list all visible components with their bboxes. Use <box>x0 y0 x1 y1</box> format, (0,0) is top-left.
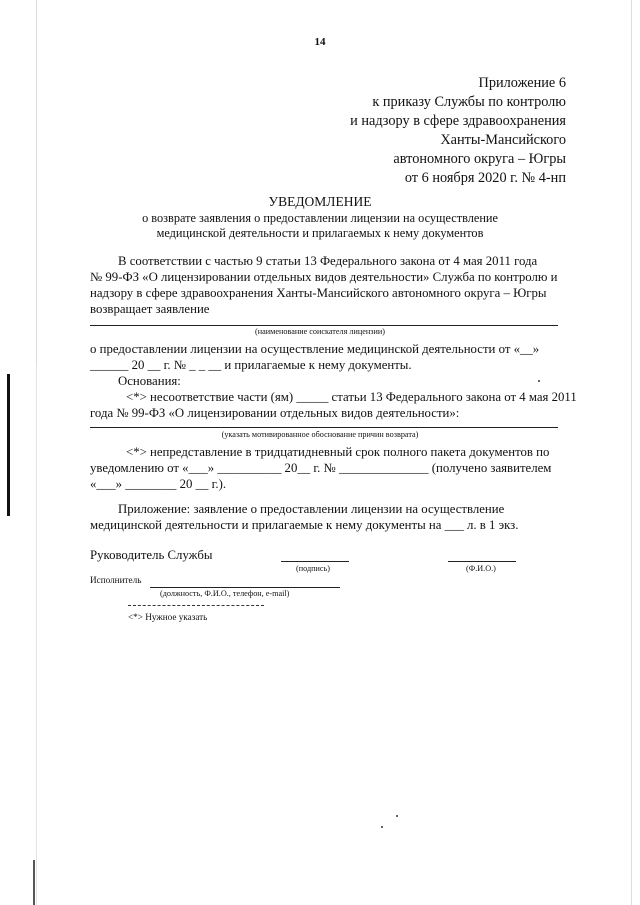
applicant-caption: (наименование соискателя лицензии) <box>255 327 385 336</box>
intro-text: надзору в сфере здравоохранения Ханты-Мансийского автономного округа – Югры <box>90 286 547 300</box>
appendix-line: к приказу Службы по контролю <box>372 94 566 110</box>
name-caption: (Ф.И.О.) <box>466 564 496 573</box>
footnote-separator <box>128 605 264 606</box>
appendix-line: от 6 ноября 2020 г. № 4-нп <box>404 170 566 186</box>
grounds-item: <*> непредставление в тридцатидневный срок полного пакета документов по <box>126 445 550 459</box>
grounds-item: «___» ________ 20 __ г.). <box>90 477 227 491</box>
intro-text: возвращает заявление <box>90 302 210 316</box>
attachment-text: Приложение: заявление о предоставлении лицензии на осуществление <box>118 502 505 516</box>
attachment-text: медицинской деятельности и прилагаемые к нему документы на ___ л. в 1 экз. <box>90 518 519 532</box>
grounds-item: уведомлению от «___» __________ 20__ г. № ______________ (получено заявителем <box>90 461 552 475</box>
executor-caption: (должность, Ф.И.О., телефон, e-mail) <box>160 589 290 598</box>
appendix-line: Ханты-Мансийского <box>440 132 566 148</box>
executor-line <box>150 587 340 588</box>
appendix-line: автономного округа – Югры <box>393 151 566 167</box>
appendix-line: и надзору в сфере здравоохранения <box>350 113 566 129</box>
grounds-item: года № 99-ФЗ «О лицензировании отдельных видов деятельности»: <box>90 406 460 420</box>
head-label: Руководитель Службы <box>90 548 213 562</box>
provision-text: о предоставлении лицензии на осуществление медицинской деятельности от «__» <box>90 342 540 356</box>
document-subtitle: медицинской деятельности и прилагаемых к нему документов <box>156 226 484 240</box>
provision-text: ______ 20 __ г. № _ _ __ и прилагаемые к нему документы. <box>90 358 412 372</box>
applicant-field-line <box>90 325 558 326</box>
page-number: 14 <box>314 36 326 48</box>
grounds-label: Основания: <box>118 374 181 388</box>
scan-edge-left <box>36 0 37 905</box>
scan-speck <box>381 826 383 828</box>
signature-caption: (подпись) <box>296 564 330 573</box>
reason-caption: (указать мотивированное обоснование причин возврата) <box>221 430 419 439</box>
intro-text: В соответствии с частью 9 статьи 13 Федерального закона от 4 мая 2011 года <box>118 254 538 268</box>
scan-speck <box>396 815 398 817</box>
scan-mark <box>7 374 10 516</box>
scan-speck <box>538 380 540 382</box>
document-subtitle: о возврате заявления о предоставлении лицензии на осуществление <box>142 211 498 225</box>
intro-text: № 99-ФЗ «О лицензировании отдельных видов деятельности» Служба по контролю и <box>90 270 558 284</box>
reason-field-line <box>90 427 558 428</box>
scan-edge-right <box>631 0 632 905</box>
executor-label: Исполнитель <box>90 575 142 585</box>
signature-line <box>281 561 349 562</box>
grounds-item: <*> несоответствие части (ям) _____ статьи 13 Федерального закона от 4 мая 2011 <box>126 390 577 404</box>
document-title: УВЕДОМЛЕНИЕ <box>268 194 372 209</box>
footnote: <*> Нужное указать <box>128 612 208 622</box>
name-line <box>448 561 516 562</box>
scan-mark-bottom <box>33 860 35 905</box>
appendix-line: Приложение 6 <box>478 75 566 91</box>
